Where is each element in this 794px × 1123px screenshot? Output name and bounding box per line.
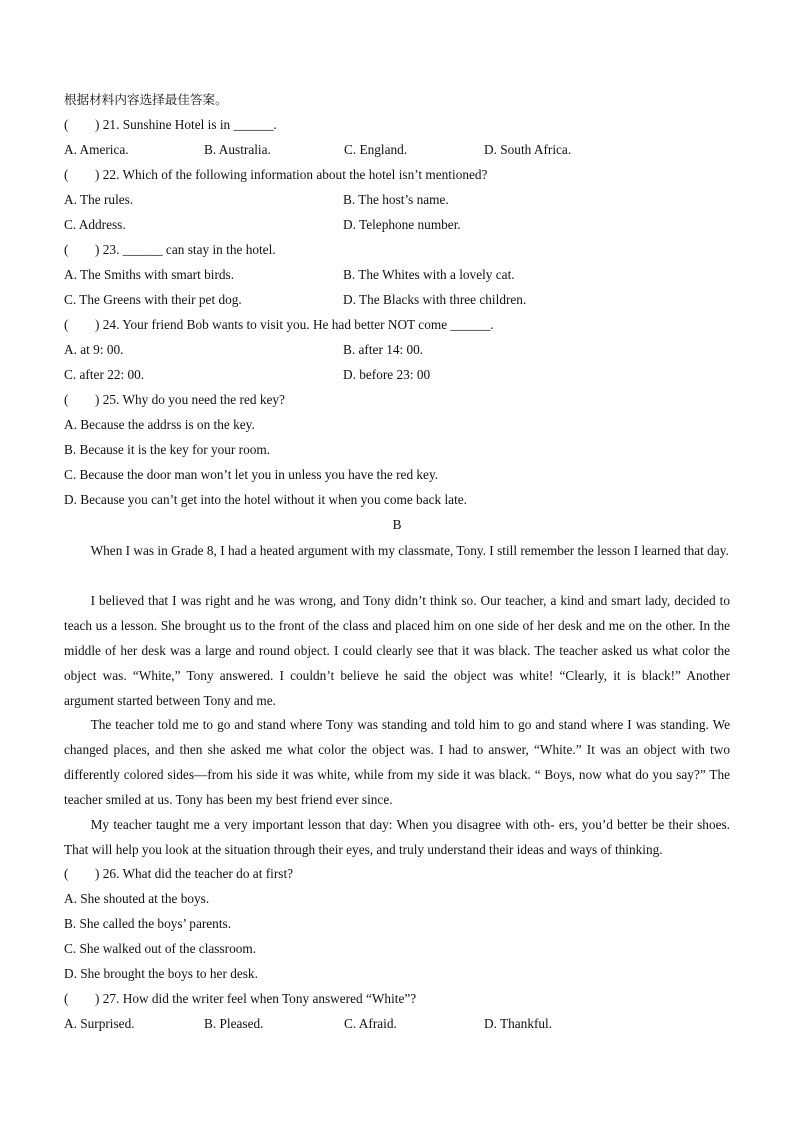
q27-option-b[interactable]: B. Pleased. <box>204 1016 264 1031</box>
q25-option-b[interactable]: B. Because it is the key for your room. <box>64 442 271 457</box>
q23-option-a[interactable]: A. The Smiths with smart birds. <box>64 267 235 282</box>
q22-option-a[interactable]: A. The rules. <box>64 192 134 207</box>
q22-option-c[interactable]: C. Address. <box>64 217 126 232</box>
q24-option-c[interactable]: C. after 22: 00. <box>64 367 145 382</box>
q26-stem: ( ) 26. What did the teacher do at first? <box>64 866 294 881</box>
q25-option-d[interactable]: D. Because you can’t get into the hotel without it when you come back late. <box>64 492 467 507</box>
q22-stem: ( ) 22. Which of the following information about the hotel isn’t mentioned? <box>64 167 488 182</box>
q24-option-d[interactable]: D. before 23: 00 <box>343 367 431 382</box>
q26-option-b[interactable]: B. She called the boys’ parents. <box>64 916 232 931</box>
q23-option-d[interactable]: D. The Blacks with three children. <box>343 292 527 307</box>
q27-stem: ( ) 27. How did the writer feel when Tony answered “White”? <box>64 991 417 1006</box>
q23-stem: ( ) 23. ______ can stay in the hotel. <box>64 242 276 257</box>
q25-option-a[interactable]: A. Because the addrss is on the key. <box>64 417 255 432</box>
q21-option-a[interactable]: A. America. <box>64 142 129 157</box>
q24-option-b[interactable]: B. after 14: 00. <box>343 342 424 357</box>
q27-option-c[interactable]: C. Afraid. <box>344 1016 397 1031</box>
q26-option-a[interactable]: A. She shouted at the boys. <box>64 891 210 906</box>
passage-paragraph-2: I believed that I was right and he was wrong, and Tony didn’t think so. Our teacher, a kind and smart lady, decided to teach us a lesson. She brought us to the front of the class and placed him on one side of her desk and me on the other. In the middle of her desk was a large and round object. I could clearly see that it was black. The teacher asked us what color the object was. “White,” Tony answered. I couldn’t believe he said the object was white! “Clearly, it is black!” Another argument started between Tony and me. <box>64 593 730 708</box>
q26-option-d[interactable]: D. She brought the boys to her desk. <box>64 966 258 981</box>
instruction: 根据材料内容选择最佳答案。 <box>64 92 228 107</box>
q27-option-d[interactable]: D. Thankful. <box>484 1016 553 1031</box>
q25-option-c[interactable]: C. Because the door man won’t let you in unless you have the red key. <box>64 467 439 482</box>
q27-option-a[interactable]: A. Surprised. <box>64 1016 135 1031</box>
q21-stem: ( ) 21. Sunshine Hotel is in ______. <box>64 117 277 132</box>
q23-option-b[interactable]: B. The Whites with a lovely cat. <box>343 267 515 282</box>
q26-option-c[interactable]: C. She walked out of the classroom. <box>64 941 257 956</box>
q24-option-a[interactable]: A. at 9: 00. <box>64 342 124 357</box>
q21-option-c[interactable]: C. England. <box>344 142 408 157</box>
q22-option-d[interactable]: D. Telephone number. <box>343 217 461 232</box>
passage-paragraph-3: The teacher told me to go and stand where Tony was standing and told him to go and stand where I was standing. We changed places, and then she asked me what color the object was. I had to answer, “White.” It was an object with two differently colored sides—from his side it was white, while from my side it was black. “ Boys, now what do you say?” The teacher smiled at us. Tony has been my best friend ever since. <box>64 717 730 807</box>
passage-paragraph-1: When I was in Grade 8, I had a heated argument with my classmate, Tony. I still remember the lesson I learned that day. <box>90 543 729 558</box>
passage-paragraph-4: My teacher taught me a very important lesson that day: When you disagree with oth- ers, you’d better be their shoes. That will help you look at the situation through their eyes, and truly understand their ideas and ways of thinking. <box>64 817 730 857</box>
q21-option-d[interactable]: D. South Africa. <box>484 142 572 157</box>
q25-stem: ( ) 25. Why do you need the red key? <box>64 392 285 407</box>
q24-stem: ( ) 24. Your friend Bob wants to visit you. He had better NOT come ______. <box>64 317 494 332</box>
q21-option-b[interactable]: B. Australia. <box>204 142 271 157</box>
section-b-heading: B <box>392 517 402 532</box>
q23-option-c[interactable]: C. The Greens with their pet dog. <box>64 292 242 307</box>
q22-option-b[interactable]: B. The host’s name. <box>343 192 449 207</box>
